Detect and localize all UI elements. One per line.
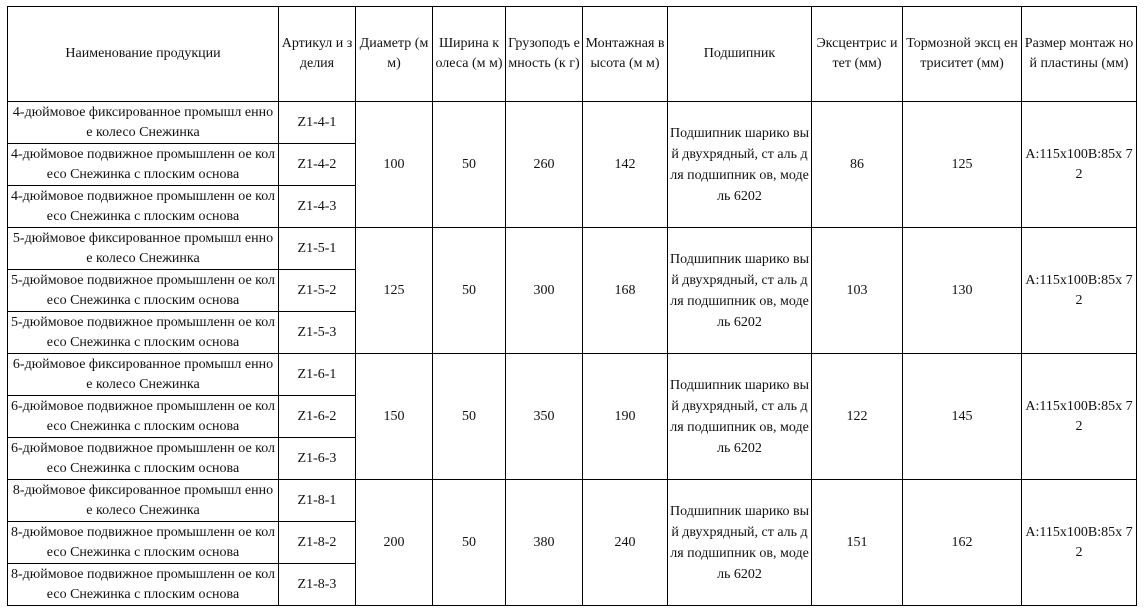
sku-cell: Z1-8-3 (279, 564, 356, 606)
header-sku: Артикул и зделия (279, 7, 356, 102)
table-row (8, 102, 1137, 144)
header-row (8, 7, 1137, 102)
product-name-cell: 4-дюймовое подвижное промышленн ое колесо Снежинка с плоским основа (8, 186, 279, 228)
sku-cell: Z1-6-2 (279, 396, 356, 438)
eccentricity-cell: 103 (812, 228, 903, 354)
mounting-height-cell: 190 (583, 354, 668, 480)
eccentricity-cell: 151 (812, 480, 903, 606)
product-name-cell: 6-дюймовое подвижное промышленн ое колесо Снежинка с плоским основа (8, 396, 279, 438)
header-load-capacity: Грузоподъ емность (к г) (506, 7, 583, 102)
sku-cell: Z1-5-3 (279, 312, 356, 354)
header-brake-eccentricity: Тормозной эксц ентриситет (мм) (903, 7, 1022, 102)
table-row (8, 228, 1137, 270)
mounting-height-cell: 142 (583, 102, 668, 228)
mounting-height-cell: 168 (583, 228, 668, 354)
bearing-cell: Подшипник шарико вый двухрядный, ст аль для подшипник ов, модель 6202 (668, 480, 812, 606)
product-name-cell: 5-дюймовое подвижное промышленн ое колесо Снежинка с плоским основа (8, 270, 279, 312)
header-bearing: Подшипник (668, 7, 812, 102)
sku-cell: Z1-4-1 (279, 102, 356, 144)
mounting-height-cell: 240 (583, 480, 668, 606)
product-name-cell: 8-дюймовое подвижное промышленн ое колесо Снежинка с плоским основа (8, 564, 279, 606)
brake-eccentricity-cell: 162 (903, 480, 1022, 606)
product-name-cell: 4-дюймовое фиксированное промышл енное колесо Снежинка (8, 102, 279, 144)
diameter-cell: 100 (356, 102, 433, 228)
sku-cell: Z1-4-2 (279, 144, 356, 186)
caster-spec-table (7, 6, 1137, 606)
brake-eccentricity-cell: 130 (903, 228, 1022, 354)
sku-cell: Z1-5-2 (279, 270, 356, 312)
header-diameter: Диаметр (мм) (356, 7, 433, 102)
table-row (8, 480, 1137, 522)
header-wheel-width: Ширина к олеса (м м) (433, 7, 506, 102)
plate-size-cell: A:115x100B:85x 72 (1022, 354, 1137, 480)
bearing-cell: Подшипник шарико вый двухрядный, ст аль для подшипник ов, модель 6202 (668, 228, 812, 354)
diameter-cell: 200 (356, 480, 433, 606)
wheel-width-cell: 50 (433, 480, 506, 606)
eccentricity-cell: 122 (812, 354, 903, 480)
sku-cell: Z1-6-3 (279, 438, 356, 480)
header-eccentricity: Эксцентрис итет (мм) (812, 7, 903, 102)
sku-cell: Z1-6-1 (279, 354, 356, 396)
product-name-cell: 5-дюймовое подвижное промышленн ое колесо Снежинка с плоским основа (8, 312, 279, 354)
product-name-cell: 8-дюймовое фиксированное промышл енное колесо Снежинка (8, 480, 279, 522)
sku-cell: Z1-8-2 (279, 522, 356, 564)
load-capacity-cell: 350 (506, 354, 583, 480)
product-name-cell: 6-дюймовое фиксированное промышл енное колесо Снежинка (8, 354, 279, 396)
table-row (8, 354, 1137, 396)
wheel-width-cell: 50 (433, 354, 506, 480)
product-name-cell: 6-дюймовое подвижное промышленн ое колесо Снежинка с плоским основа (8, 438, 279, 480)
eccentricity-cell: 86 (812, 102, 903, 228)
header-plate-size: Размер монтаж ной пластины (мм) (1022, 7, 1137, 102)
plate-size-cell: A:115x100B:85x 72 (1022, 102, 1137, 228)
wheel-width-cell: 50 (433, 102, 506, 228)
diameter-cell: 150 (356, 354, 433, 480)
plate-size-cell: A:115x100B:85x 72 (1022, 480, 1137, 606)
bearing-cell: Подшипник шарико вый двухрядный, ст аль для подшипник ов, модель 6202 (668, 354, 812, 480)
load-capacity-cell: 260 (506, 102, 583, 228)
sku-cell: Z1-8-1 (279, 480, 356, 522)
plate-size-cell: A:115x100B:85x 72 (1022, 228, 1137, 354)
header-product-name: Наименование продукции (8, 7, 279, 102)
sku-cell: Z1-4-3 (279, 186, 356, 228)
bearing-cell: Подшипник шарико вый двухрядный, ст аль для подшипник ов, модель 6202 (668, 102, 812, 228)
header-mounting-height: Монтажная высота (м м) (583, 7, 668, 102)
product-name-cell: 4-дюймовое подвижное промышленн ое колесо Снежинка с плоским основа (8, 144, 279, 186)
brake-eccentricity-cell: 145 (903, 354, 1022, 480)
product-name-cell: 8-дюймовое подвижное промышленн ое колесо Снежинка с плоским основа (8, 522, 279, 564)
brake-eccentricity-cell: 125 (903, 102, 1022, 228)
diameter-cell: 125 (356, 228, 433, 354)
sku-cell: Z1-5-1 (279, 228, 356, 270)
load-capacity-cell: 380 (506, 480, 583, 606)
wheel-width-cell: 50 (433, 228, 506, 354)
product-name-cell: 5-дюймовое фиксированное промышл енное колесо Снежинка (8, 228, 279, 270)
load-capacity-cell: 300 (506, 228, 583, 354)
